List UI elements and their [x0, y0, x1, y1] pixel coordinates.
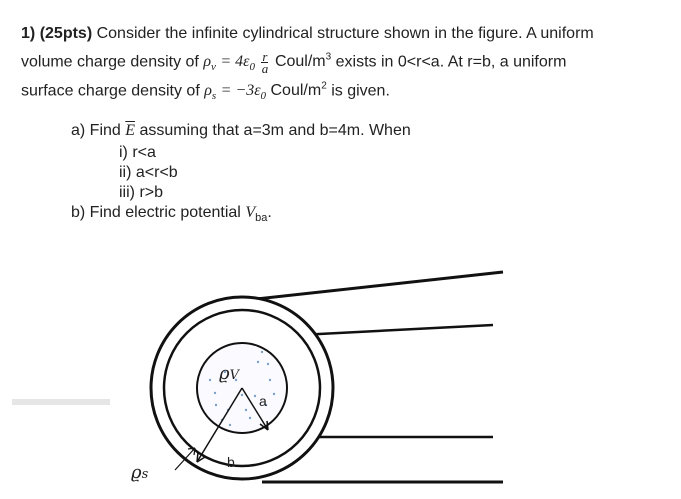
part-b: b) Find electric potential $V_{ba}$. [71, 204, 272, 225]
label-a: a [259, 393, 267, 409]
part-a: a) Find $\overline{E}$ assuming that a=3m and b=4m. When [71, 122, 411, 139]
problem-line1-text: Consider the infinite cylindrical structure shown in the figure. A uniform [96, 25, 594, 42]
unit-volume: Coul/$m^3$ [274, 52, 332, 71]
label-rho-s: ϱs [131, 462, 149, 483]
rho-v-value: = $4\varepsilon_0$ [220, 53, 255, 74]
E-vector: $\overline{E}$ [125, 122, 136, 139]
rho-s-symbol: $\rho_s$ [204, 82, 217, 103]
line3-intro: surface charge density of [21, 82, 200, 100]
part-a-ii: ii) a<r<b [119, 164, 178, 181]
rho-v-symbol: $\rho_v$ [203, 53, 216, 74]
line2-intro: volume charge density of [21, 53, 199, 71]
V-symbol: $V_{ba}$ [245, 204, 268, 225]
unit-surface: Coul/$m^2$ [270, 81, 327, 100]
problem-number: 1) [21, 25, 36, 42]
label-rho-v: ϱV [219, 363, 239, 384]
problem-points: (25pts) [39, 25, 93, 42]
line3-rest: is given. [331, 82, 390, 100]
label-b: b [227, 454, 235, 470]
part-a-iii: iii) r>b [119, 184, 164, 201]
r-over-a-fraction: $\frac{r}{a}$ [261, 48, 269, 76]
rho-s-value: = $-3\varepsilon_0$ [220, 82, 267, 103]
line2-rest: exists in 0<r<a. At r=b, a uniform [335, 53, 567, 71]
part-a-i: i) r<a [119, 144, 156, 161]
